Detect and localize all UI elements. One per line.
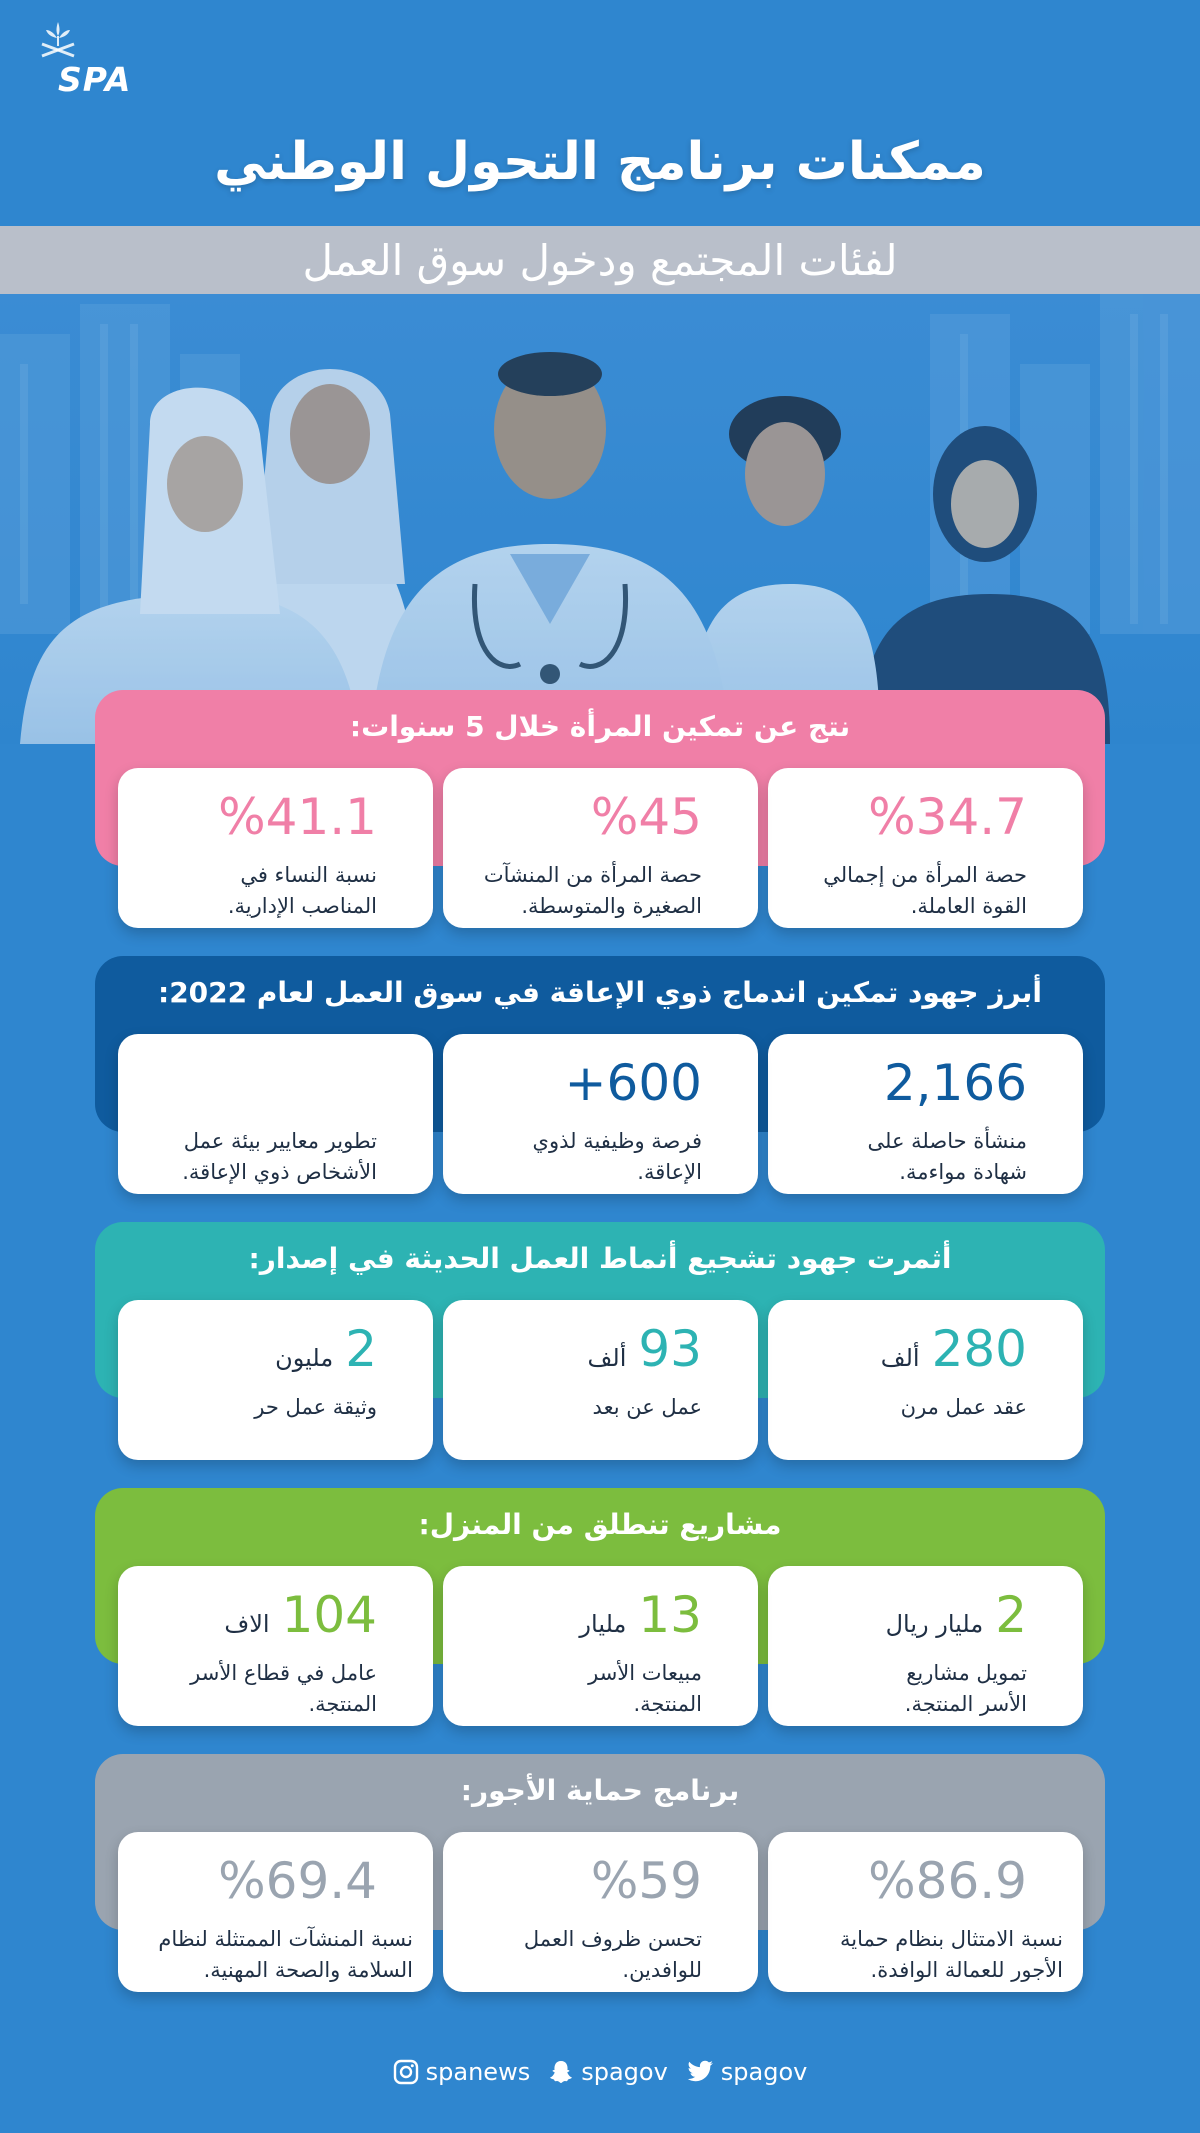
stat-description: عقد عمل مرن [900, 1395, 1027, 1419]
instagram-icon [393, 2059, 419, 2085]
stat-value: %34.7 [868, 788, 1027, 846]
stat-card [768, 768, 1083, 928]
stat-card [118, 1300, 433, 1460]
stat-value: %86.9 [868, 1852, 1027, 1910]
stat-unit: ألف [587, 1344, 627, 1372]
stat-description: منشأة حاصلة على شهادة مواءمة. [867, 1129, 1027, 1184]
stat-card [443, 1300, 758, 1460]
subtitle-band [0, 226, 1200, 294]
stat-card [443, 1832, 758, 1992]
stat-description: نسبة المنشآت الممتثلة لنظام السلامة والصحة المهنية. [158, 1927, 413, 1982]
stat-description: تمويل مشاريع الأسر المنتجة. [904, 1661, 1027, 1716]
stat-card [118, 1566, 433, 1726]
home-project-cards [118, 1566, 1083, 1726]
stat-description: عمل عن بعد [592, 1395, 702, 1419]
stat-card [768, 1034, 1083, 1194]
stat-value: +600 [564, 1054, 702, 1112]
stat-card [443, 768, 758, 928]
stat-unit: مليار [579, 1610, 627, 1638]
spa-wordmark: SPA [58, 60, 132, 99]
stat-unit: ألف [880, 1344, 920, 1372]
stat-description: تحسن ظروف العمل للوافدين. [523, 1927, 702, 1982]
page-title: ممكنات برنامج التحول الوطني [214, 132, 986, 192]
section-title: نتج عن تمكين المرأة خلال 5 سنوات: [349, 710, 851, 743]
stat-unit: مليار ريال [885, 1610, 984, 1638]
instagram-label: spanews [425, 2058, 531, 2086]
wage-cards [118, 1832, 1083, 1992]
section-title: برنامج حماية الأجور: [460, 1774, 740, 1807]
spa-logo [32, 20, 152, 130]
stat-value: %41.1 [218, 788, 377, 846]
section-title: مشاريع تنطلق من المنزل: [418, 1508, 782, 1541]
stat-card [768, 1832, 1083, 1992]
stat-value: 13 [638, 1586, 702, 1644]
stat-description: وثيقة عمل حر [254, 1395, 377, 1419]
snapchat-label: spagov [581, 2058, 668, 2086]
stat-value: 93 [638, 1320, 702, 1378]
hero-illustration [0, 294, 1200, 744]
stat-card [443, 1034, 758, 1194]
social-footer [0, 2052, 1200, 2092]
stat-value: 2 [345, 1320, 377, 1378]
instagram-handle[interactable] [393, 2058, 531, 2086]
stat-unit: الاف [224, 1610, 270, 1638]
stat-description: فرصة وظيفية لذوي الإعاقة. [532, 1129, 702, 1184]
stat-description: نسبة النساء في المناصب الإدارية. [227, 863, 377, 918]
twitter-bird-icon [686, 2060, 714, 2084]
stat-value: 2 [995, 1586, 1027, 1644]
disability-cards [118, 1034, 1083, 1194]
stat-value: 104 [281, 1586, 377, 1644]
stat-description: تطوير معايير بيئة عمل الأشخاص ذوي الإعاقة. [182, 1129, 377, 1184]
women-cards [118, 768, 1083, 928]
stat-description: مبيعات الأسر المنتجة. [588, 1661, 702, 1716]
twitter-handle[interactable] [686, 2058, 808, 2086]
stat-card [118, 768, 433, 928]
stat-value: %69.4 [218, 1852, 377, 1910]
stat-value: %59 [590, 1852, 702, 1910]
section-title: أبرز جهود تمكين اندماج ذوي الإعاقة في سوق العمل لعام 2022: [157, 976, 1043, 1009]
stat-description: عامل في قطاع الأسر المنتجة. [190, 1661, 377, 1716]
stat-value: 2,166 [883, 1054, 1027, 1112]
page-subtitle: لفئات المجتمع ودخول سوق العمل [302, 235, 898, 285]
stat-description: حصة المرأة من المنشآت الصغيرة والمتوسطة. [483, 863, 702, 918]
stat-description: حصة المرأة من إجمالي القوة العاملة. [823, 863, 1027, 918]
stat-unit: مليون [275, 1344, 334, 1372]
snapchat-icon [548, 2059, 574, 2085]
stat-card [443, 1566, 758, 1726]
hero-photo [0, 294, 1200, 744]
stat-value: 280 [931, 1320, 1027, 1378]
work-pattern-cards [118, 1300, 1083, 1460]
stat-value: %45 [590, 788, 702, 846]
stat-card [118, 1034, 433, 1194]
stat-card [118, 1832, 433, 1992]
section-title: أثمرت جهود تشجيع أنماط العمل الحديثة في إصدار: [248, 1242, 952, 1275]
stat-card [768, 1566, 1083, 1726]
stat-card [768, 1300, 1083, 1460]
saudi-emblem-icon [36, 20, 80, 62]
twitter-label: spagov [720, 2058, 808, 2086]
stat-description: نسبة الامتثال بنظام حماية الأجور للعمالة الوافدة. [839, 1927, 1063, 1982]
snapchat-handle[interactable] [548, 2058, 668, 2086]
